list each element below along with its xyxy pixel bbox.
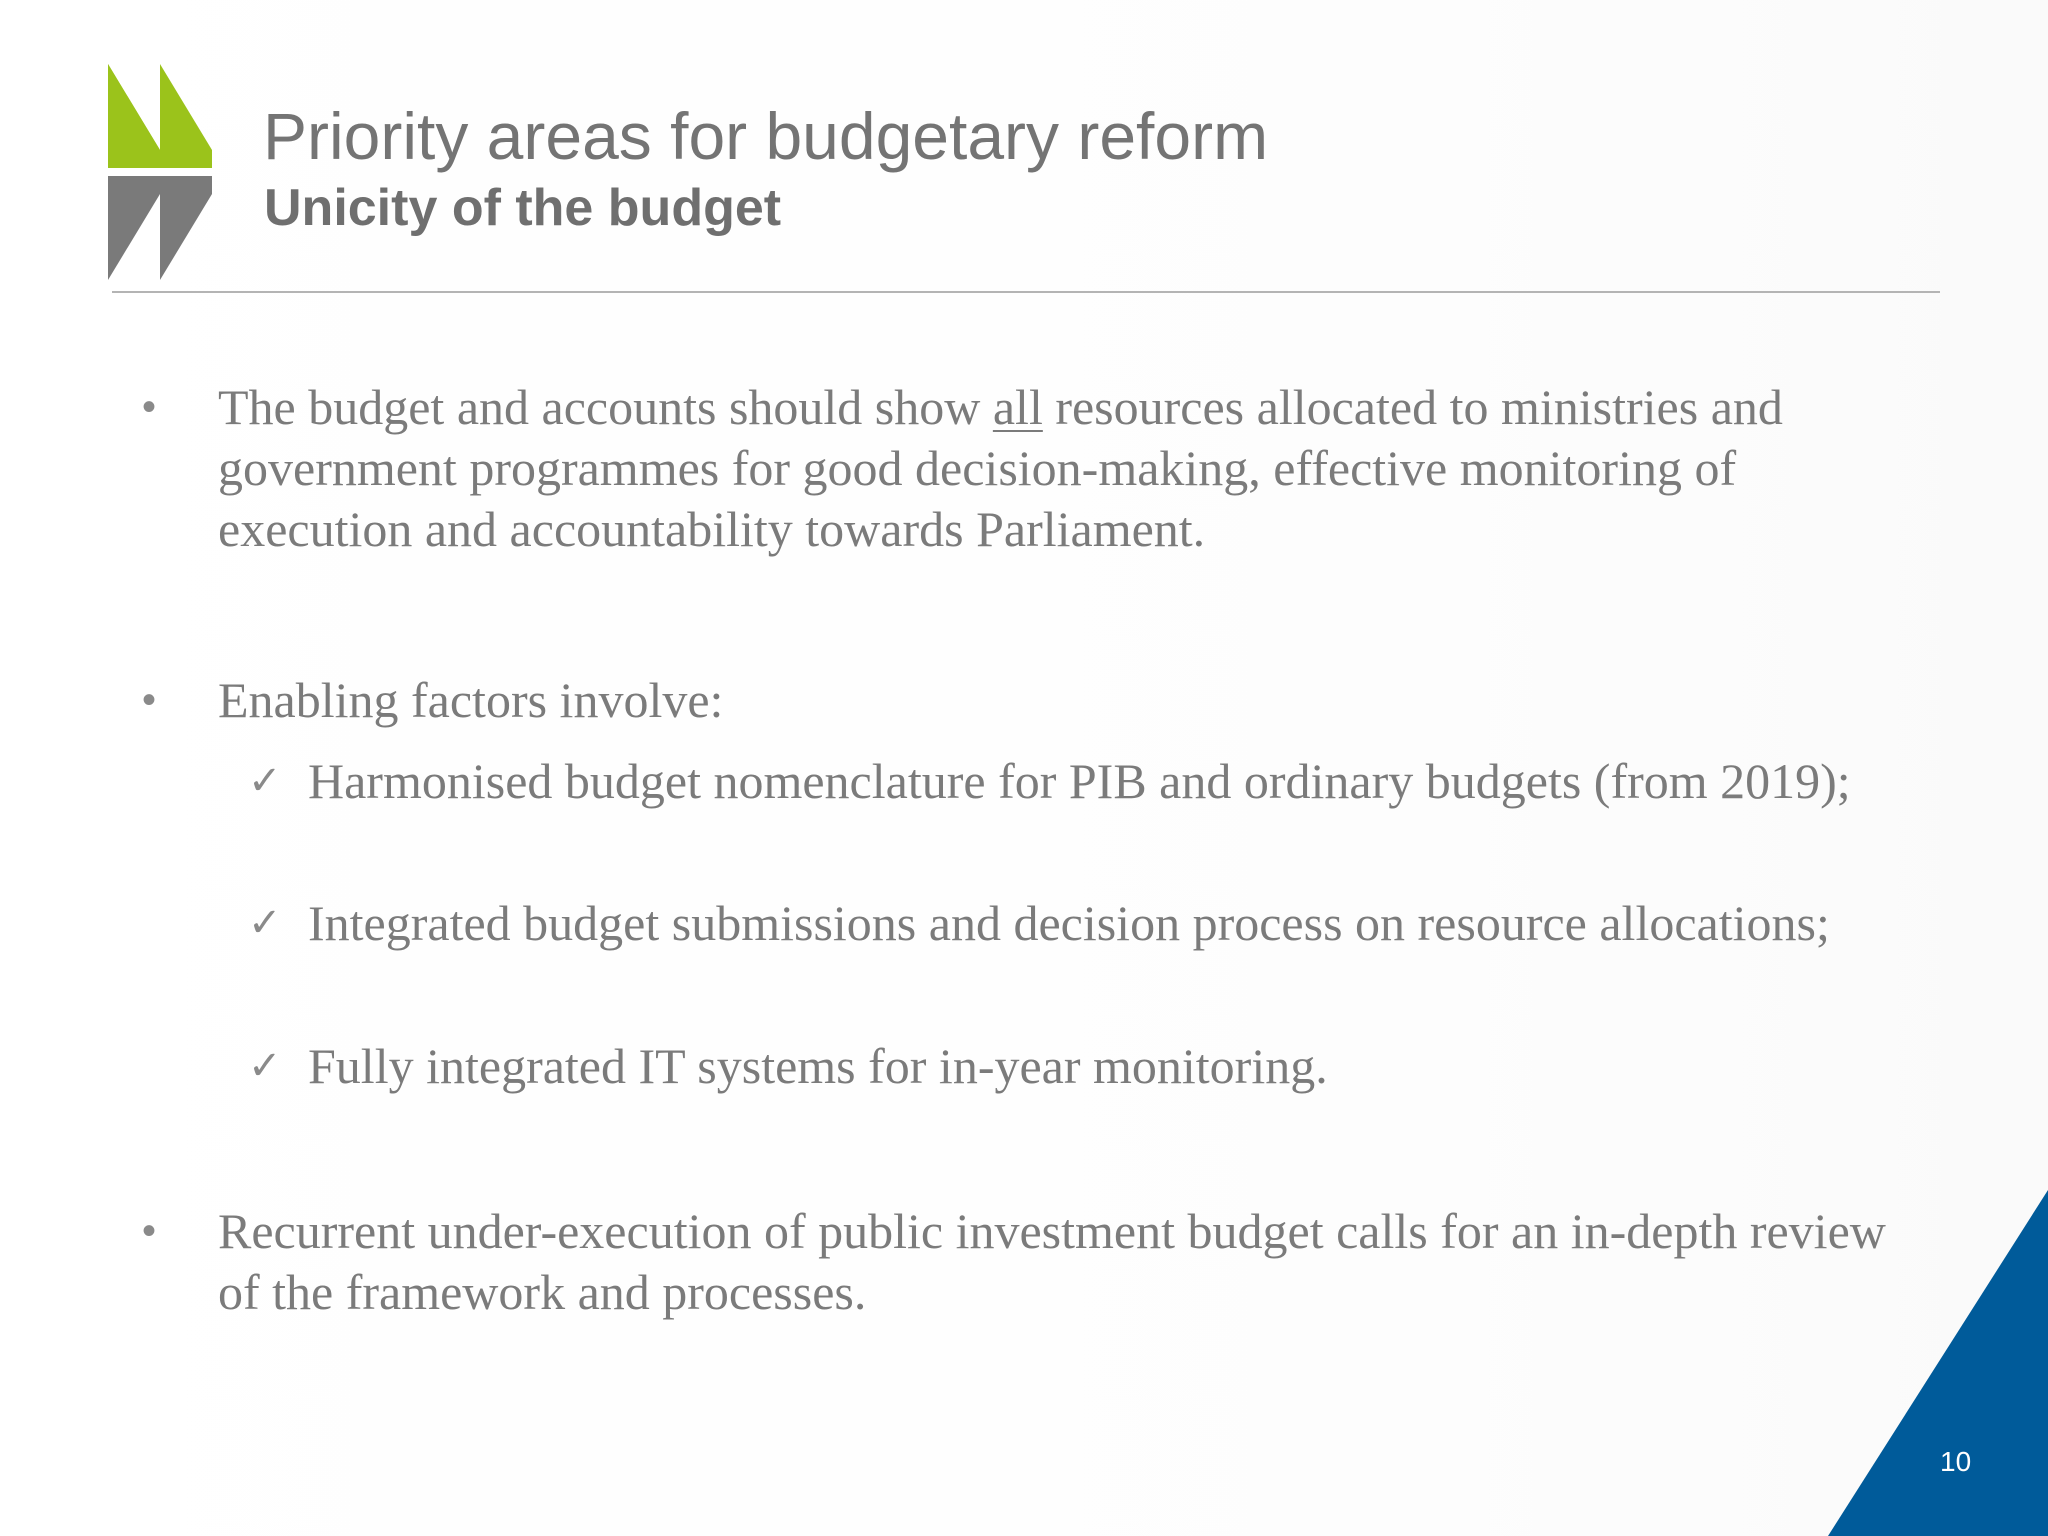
bullet-dot-icon: •: [142, 678, 157, 722]
bullet-3-text: Recurrent under-execution of public investment budget calls for an in-depth review of the framework and processes.: [218, 1203, 1886, 1320]
bullet-item-1: [142, 377, 1918, 560]
title-divider: [112, 291, 1940, 293]
checkmark-icon: ✓: [248, 1043, 282, 1089]
checkmark-icon: ✓: [248, 758, 282, 804]
bullet-1-emphasis: all: [992, 379, 1043, 435]
bullet-dot-icon: •: [142, 385, 157, 429]
bullet-1-text-before: The budget and accounts should show: [218, 379, 993, 435]
corner-triangle-decoration: [1828, 1190, 2048, 1536]
check-item-2-text: Integrated budget submissions and decision process on resource allocations;: [308, 895, 1830, 951]
check-item-2: [248, 893, 1928, 954]
double-chevron-logo-icon: [108, 64, 220, 280]
check-item-1-text: Harmonised budget nomenclature for PIB and ordinary budgets (from 2019);: [308, 753, 1851, 809]
check-item-1: [248, 751, 1928, 812]
bullet-item-3: [142, 1201, 1918, 1323]
bullet-1-text-after: resources allocated to ministries and government programmes for good decision-making, effective monitoring of execution and accountability towards Parliament.: [218, 379, 1783, 557]
checkmark-icon: ✓: [248, 900, 282, 946]
check-item-3-text: Fully integrated IT systems for in-year monitoring.: [308, 1038, 1328, 1094]
page-number: 10: [1940, 1446, 1972, 1477]
bullet-dot-icon: •: [142, 1209, 157, 1253]
slide-subtitle: Unicity of the budget: [264, 179, 782, 237]
slide-title: Priority areas for budgetary reform: [263, 99, 1269, 173]
bullet-item-2: [142, 670, 1918, 731]
check-item-3: [248, 1036, 1928, 1097]
bullet-2-text: Enabling factors involve:: [218, 672, 724, 728]
